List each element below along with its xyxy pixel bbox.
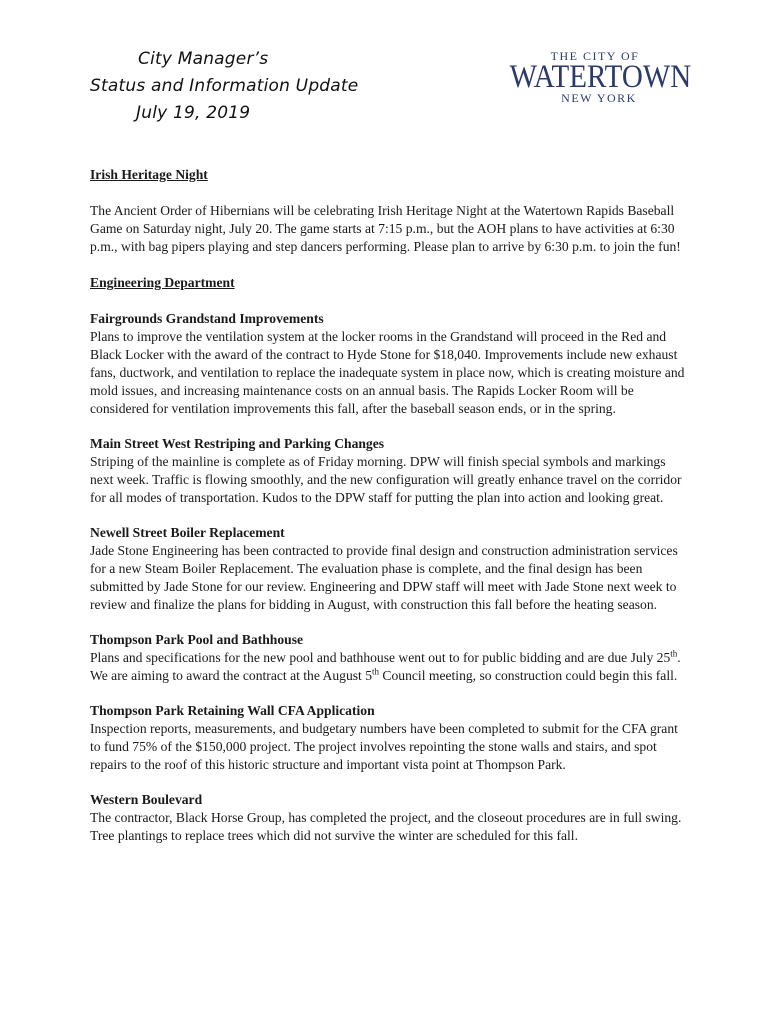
section-title-western: Western Boulevard xyxy=(90,792,203,807)
section-title-mainstreet: Main Street West Restriping and Parking Changes xyxy=(90,436,385,451)
section-title-engineering: Engineering Department xyxy=(90,275,235,290)
section-body-western: The contractor, Black Horse Group, has completed the project, and the closeout procedures are in full swing. Tree plantings to replace trees which did not survive the winter are scheduled for this fall. xyxy=(90,810,682,843)
logo-main-text: WATERTOWN xyxy=(509,59,692,95)
header-line-2: Status and Information Update xyxy=(90,76,359,96)
section-title-fairgrounds: Fairgrounds Grandstand Improvements xyxy=(90,311,324,326)
logo-top-text: THE CITY OF xyxy=(550,49,640,63)
pool-sup-a: th xyxy=(670,648,678,659)
pool-text-c: Council meeting, so construction could begin this fall. xyxy=(379,668,678,683)
document-header xyxy=(90,46,390,127)
section-body-wall: Inspection reports, measurements, and budgetary numbers have been completed to submit for the CFA grant to fund 75% of the $150,000 project. The project involves repointing the stone walls and stairs, and spot repairs to the roof of this historic structure and important vista point at Thompson Park. xyxy=(90,721,678,772)
section-title-irish: Irish Heritage Night xyxy=(90,167,208,182)
section-title-newell: Newell Street Boiler Replacement xyxy=(90,525,285,540)
section-body-pool xyxy=(90,649,686,685)
section-body-newell: Jade Stone Engineering has been contracted to provide final design and construction administration services for a new Steam Boiler Replacement. The evaluation phase is complete, and the final design has been submitted by Jade Stone for our review. Engineering and DPW staff will meet with Jade Stone next week to review and finalize the plans for bidding in August, with construction this fall before the heating season. xyxy=(90,543,678,612)
pool-sup-b: th xyxy=(372,666,380,677)
section-body-fairgrounds: Plans to improve the ventilation system at the locker rooms in the Grandstand will proceed in the Red and Black Locker with the award of the contract to Hyde Stone for $18,040. Improvements include new exhaust fans, ductwork, and ventilation to replace the inadequate system in place now, which is creating moisture and mold issues, and increasing maintenance costs on an annual basis. The Rapids Locker Room will be considered for ventilation improvements this fall, after the baseball season ends, or in the spring. xyxy=(90,329,685,416)
pool-text-b: . We are aiming to award the contract at the August 5 xyxy=(90,650,681,683)
city-logo xyxy=(500,49,692,108)
section-title-wall: Thompson Park Retaining Wall CFA Application xyxy=(90,703,375,718)
section-body-irish: The Ancient Order of Hibernians will be celebrating Irish Heritage Night at the Watertown Rapids Baseball Game on Saturday night, July 20. The game starts at 7:15 p.m., but the AOH plans to have activities at 6:30 p.m., with bag pipers playing and step dancers performing. Please plan to arrive by 6:30 p.m. to join the fun! xyxy=(90,203,681,254)
logo-bottom-text: NEW YORK xyxy=(561,91,637,105)
section-title-pool: Thompson Park Pool and Bathhouse xyxy=(90,632,304,647)
header-date: July 19, 2019 xyxy=(136,103,251,123)
document-body xyxy=(90,166,686,845)
pool-text-a: Plans and specifications for the new pool and bathhouse went out to for public bidding and are due July 25 xyxy=(90,650,671,665)
header-line-1: City Manager’s xyxy=(138,49,269,69)
section-body-mainstreet: Striping of the mainline is complete as of Friday morning. DPW will finish special symbols and markings next week. Traffic is flowing smoothly, and the new configuration will greatly enhance travel on the corridor for all modes of transportation. Kudos to the DPW staff for putting the plan into action and looking great. xyxy=(90,454,682,505)
